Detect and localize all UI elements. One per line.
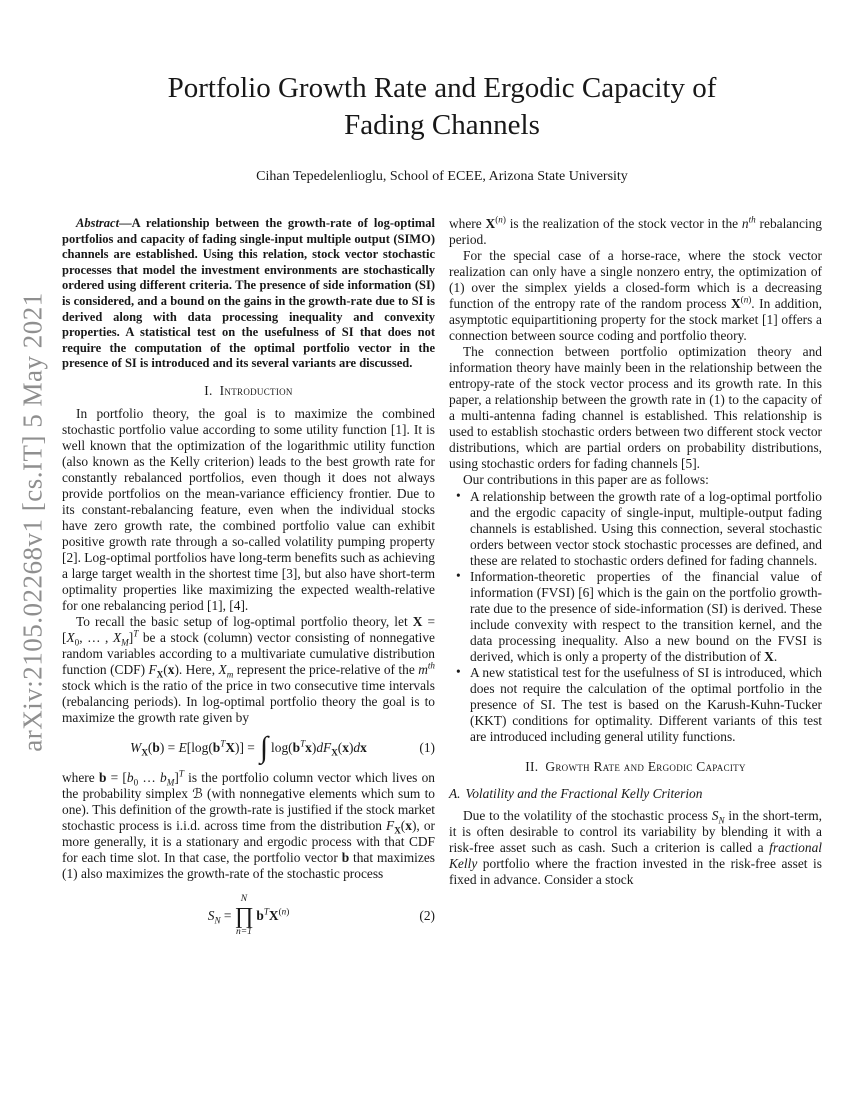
section-title: Growth Rate and Ergodic Capacity: [545, 759, 746, 774]
bullet-icon: •: [456, 664, 461, 679]
intro-paragraph-2: To recall the basic setup of log-optimal portfolio theory, let $X = [X_0$, … , $X_M]^T$ be a stock (column) vector consisting of nonnegative random variables according to a multivariate cumulative distribution function (CDF) $F_X(x)$. Here, $X_m$ represent the price-relative of the $m^{th}$ stock which is the ratio of the price in two consecutive time intervals (rebalancing periods). In log-optimal portfolio theory the goal is to maximize the growth rate given by: [62, 613, 435, 725]
right-column: [449, 216, 822, 945]
subsection-title: Volatility and the Fractional Kelly Criterion: [465, 786, 703, 801]
rc-paragraph-3: The connection between portfolio optimization theory and information theory have mainly been in the relationship between the entropy-rate of the stock vector process and its growth rate. In this paper, a relationship between the growth rate in (1) to the capacity of a multi-antenna fading channel is established. This relationship is used to establish stochastic orders between two different stock vector distributions, which are partial orders on probability distributions, using stochastic orders for fading channels [5].: [449, 344, 822, 471]
product-lower-limit: n=1: [235, 927, 252, 938]
equation-2-lhs: $S_N$ =: [207, 907, 232, 926]
contribution-text-1: A relationship between the growth rate of a log-optimal portfolio and the ergodic capacity of single-input, multiple-output fading channels is established. Using this connection, several stochastic orders between vector stock stochastic processes are defined, and these are related to stochastic orders defined for fading channels.: [470, 489, 822, 568]
paper-author: Cihan Tepedelenlioglu, School of ECEE, Arizona State University: [256, 169, 628, 184]
equation-1: [62, 730, 435, 764]
list-item: [449, 489, 822, 569]
subA-paragraph-1: Due to the volatility of the stochastic process $S_N$ in the short-term, it is often desirable to control its variability by blending it with a risk-free asset such as cash. Such a criterion is called a fractional Kelly portfolio where the fraction invested in the risk-free asset is fixed in advance. Consider a stock: [449, 808, 822, 887]
paper-title-line2: Fading Channels: [344, 109, 540, 141]
arxiv-stamp: arXiv:2105.02268v1 [cs.IT] 5 May 2021: [17, 292, 48, 752]
subsection-letter: A.: [449, 786, 461, 801]
paper-content: [62, 70, 822, 945]
section-number: II.: [525, 759, 539, 774]
equation-1-integrand: $\log(b^Tx)dF_X(x)dx$: [271, 738, 367, 758]
equation-1-body: [62, 730, 435, 764]
integral-icon: ∫: [259, 730, 269, 764]
paper-title: [62, 70, 822, 144]
equation-2-body: [62, 894, 435, 938]
section-heading-introduction: [62, 383, 435, 399]
section-number: I.: [204, 382, 213, 398]
contribution-text-3: A new statistical test for the usefulness of SI is introduced, which does not require the calculation of the optimal portfolio in the presence of SI. The test is based on the Karush-Kuhn-Tucker (KKT) conditions for optimality. Different variants of this test are introduced including general utility functions.: [470, 665, 822, 744]
equation-1-lhs: $W_X(b) = E[\log(b^TX)]$ =: [130, 738, 255, 758]
equation-2: [62, 894, 435, 938]
product-upper-limit: N: [240, 893, 248, 904]
section-title: Introduction: [219, 382, 293, 398]
bullet-icon: •: [456, 568, 461, 583]
list-item: [449, 665, 822, 745]
equation-1-number: (1): [419, 739, 435, 755]
intro-paragraph-3: where $b = [b_0$ … $b_M]^T$ is the portfolio column vector which lives on the probability simplex ℬ (with nonnegative elements which sum to one). This definition of the growth-rate is justified if the stock market stochastic process is i.i.d. across time from the distribution $F_X(x)$, or more generally, it is a stationary and ergodic process with that CDF for each time slot. In that case, the portfolio vector b that maximizes (1) also maximizes the growth-rate of the stochastic process: [62, 768, 435, 881]
equation-2-number: (2): [419, 907, 435, 923]
contributions-list: [449, 489, 822, 745]
section-heading-growth-rate: [449, 759, 822, 775]
rc-paragraph-1: where $X^{(n)}$ is the realization of the stock vector in the $n^{th}$ rebalancing period.: [449, 214, 822, 247]
abstract-lead: Abstract: [76, 216, 120, 230]
two-column-layout: [62, 216, 822, 945]
paper-title-line1: Portfolio Growth Rate and Ergodic Capacity of: [167, 72, 717, 104]
intro-paragraph-1: In portfolio theory, the goal is to maximize the combined stochastic portfolio value according to some utility function [1]. It is well known that the optimization of the logarithmic utility function (also known as the Kelly criterion) leads to the best growth rate for constantly rebalanced portfolios, even though it does not always provide portfolios on the mean-variance efficiency frontier. Due to its constant-rebalancing feature, even when the individual stocks have zero growth rate, the combined portfolio value can exhibit positive growth rate through a so-called volatility pumping property [2]. Log-optimal portfolios have long-term benefits such as achieving a large target wealth in the shortest time [3], but also have short-term optimality properties like maximizing the expected wealth-relative for one rebalancing period [1], [4].: [62, 405, 435, 613]
equation-2-rhs: $b^TX^{(n)}$: [256, 906, 290, 923]
bullet-icon: •: [456, 488, 461, 503]
subsection-heading-volatility: [449, 786, 822, 802]
abstract-dash: —: [119, 216, 132, 230]
rc-paragraph-2: For the special case of a horse-race, where the stock vector realization can only have a single nonzero entry, the optimization of (1) over the simplex yields a closed-form which is a decreasing function of the entropy rate of the random process $X^{(n)}$. In addition, asymptotic equipartitioning property for the stock market [1] offers a connection between source coding and portfolio theory.: [449, 248, 822, 343]
abstract-body: A relationship between the growth-rate of log-optimal portfolios and capacity of fading single-input multiple output (SIMO) channels are established. Using this relation, stock vector stochastic processes that model the investment environments are stochastically ordered using different criteria. The presence of side information (SI) is considered, and a bound on the gains in the growth-rate due to SI is derived along with data processing inequality and convexity properties. A statistical test on the usefulness of SI that does not require the computation of the optimal portfolio vector in the presence of SI is introduced and its several variants are discussed.: [62, 216, 435, 371]
contribution-text-2: Information-theoretic properties of the financial value of information (FVSI) [6] which is the gain on the portfolio growth-rate due to the presence of side-information (SI) is derived. These include convexity with respect to the transition kernel, and the data processing inequality. Also a new bound on the FVSI is derived, which is only a property of the distribution of X.: [470, 569, 822, 664]
product-symbol: ∏: [234, 903, 254, 929]
contributions-lead: Our contributions in this paper are as follows:: [463, 472, 709, 487]
left-column: [62, 216, 435, 945]
list-item: [449, 569, 822, 665]
product-operator-icon: [234, 894, 253, 938]
abstract: [62, 216, 435, 372]
